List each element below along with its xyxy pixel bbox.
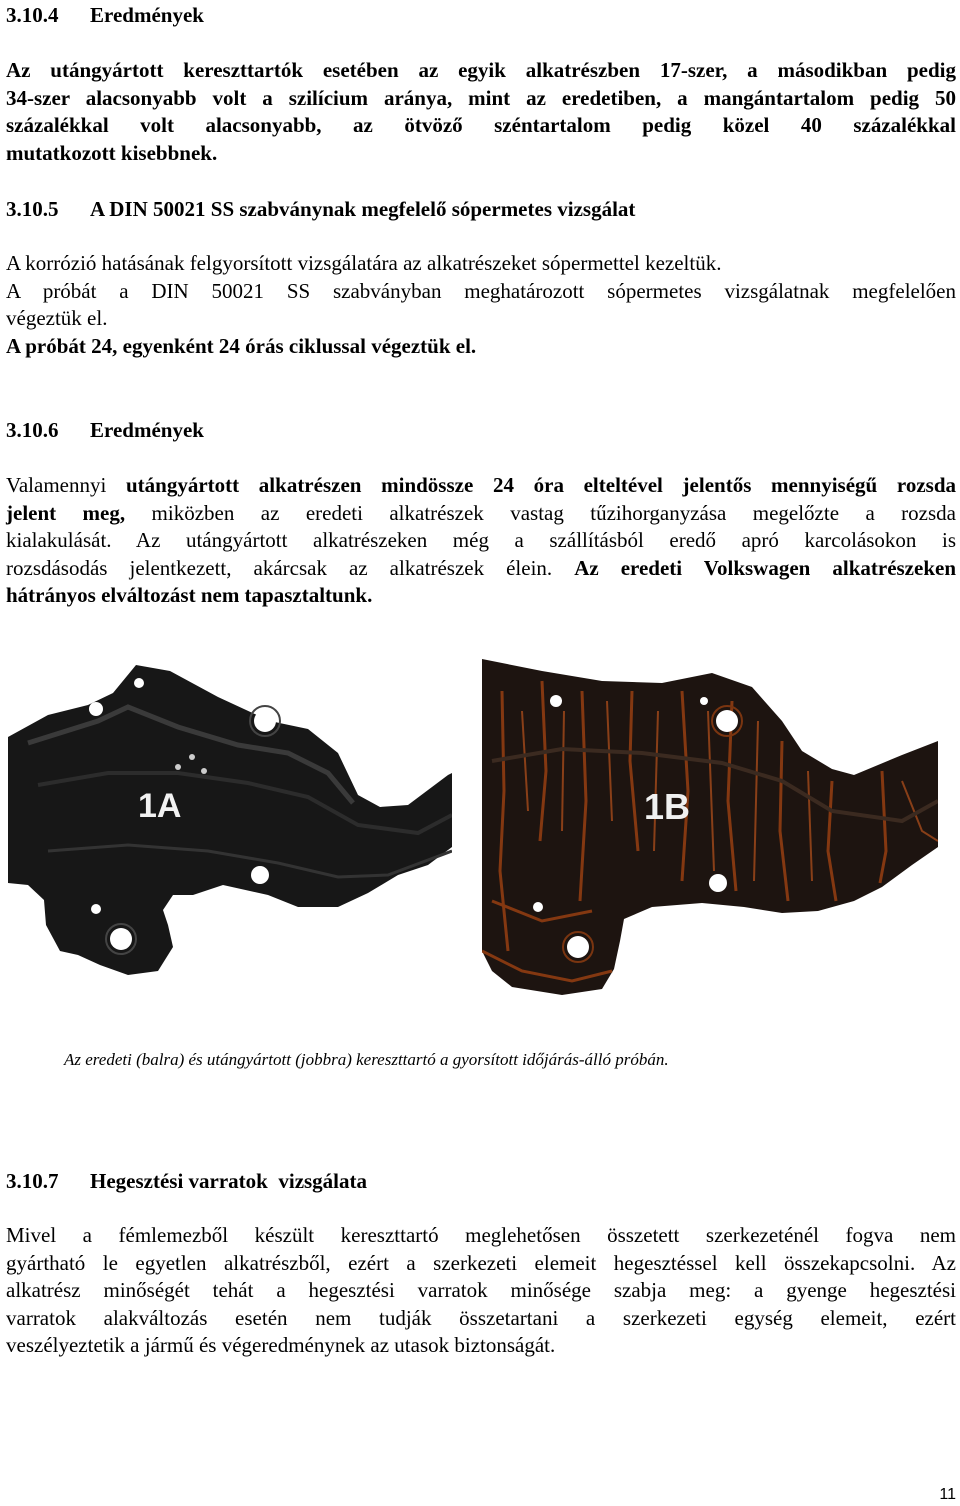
text-line: Az utángyártott kereszttartók esetében az egyik alkatrészben 17-szer, a másodikban pedig — [6, 58, 956, 82]
heading-title: Eredmények — [90, 3, 204, 27]
figure-caption: Az eredeti (balra) és utángyártott (jobbra) kereszttartó a gyorsított időjárás-álló próbán. — [64, 1050, 669, 1069]
heading-3-10-4 — [6, 2, 204, 28]
text-line: hátrányos elváltozást nem tapasztaltunk. — [6, 583, 373, 608]
text-line: varratok alakváltozás esetén nem tudják összetartani a szerkezeti egység elemeit, ezért — [6, 1305, 956, 1330]
text-line — [6, 472, 956, 500]
text-line: végeztük el. — [6, 306, 108, 331]
text-line: alkatrész minőségét tehát a hegesztési varratok minősége szabja meg: a gyenge hegesztési — [6, 1278, 956, 1303]
text-line: A próbát 24, egyenként 24 órás ciklussal végeztük el. — [6, 333, 477, 358]
page-number: 11 — [939, 1486, 956, 1503]
text-run: miközben az eredeti alkatrészek vastag tűzihorganyzása megelőzte a rozsda — [125, 500, 956, 525]
heading-title: Eredmények — [90, 418, 204, 442]
crossmember-1a-image — [8, 655, 452, 981]
text-line: mutatkozott kisebbnek. — [6, 140, 218, 165]
heading-title: Hegesztési varratok vizsgálata — [90, 1169, 368, 1193]
text-line: 34-szer alacsonyabb volt a szilícium aránya, mint az eredetiben, a mangántartalom pedig 50 — [6, 85, 956, 110]
part-label-1b: 1B — [644, 786, 691, 827]
heading-number: 3.10.6 — [6, 418, 59, 442]
paragraph-3-10-7 — [6, 1222, 956, 1360]
text-line: kialakulását. Az utángyártott alkatrészeken még a szállításból eredő apró karcolásokon is — [6, 528, 956, 553]
part-label-1a: 1A — [138, 787, 182, 825]
photo-aftermarket-part — [482, 651, 938, 995]
heading-3-10-5 — [6, 196, 635, 222]
text-line: gyártható le egyetlen alkatrészből, ezért a szerkezeti elemeit hegesztéssel kell összekapcsolni. Az — [6, 1250, 956, 1275]
text-line: százalékkal volt alacsonyabb, az ötvöző széntartalom pedig közel 40 százalékkal — [6, 113, 956, 138]
text-line: Mivel a fémlemezből készült kereszttartó meglehetősen összetett szerkezeténél fogva nem — [6, 1223, 956, 1247]
heading-3-10-6 — [6, 417, 204, 443]
text-run-bold: utángyártott alkatrészen mindössze 24 óra elteltével jelentős mennyiségű rozsda — [125, 473, 956, 497]
photo-original-part — [8, 655, 452, 981]
text-line — [6, 555, 956, 583]
heading-number: 3.10.7 — [6, 1169, 59, 1193]
text-line — [6, 500, 956, 528]
heading-title: A DIN 50021 SS szabványnak megfelelő sópermetes vizsgálat — [90, 197, 636, 221]
heading-number: 3.10.5 — [6, 197, 59, 221]
text-line: A próbát a DIN 50021 SS szabványban meghatározott sópermetes vizsgálatnak megfelelően — [6, 278, 956, 303]
paragraph-3-10-5 — [6, 250, 956, 360]
paragraph-3-10-6 — [6, 472, 956, 610]
text-run-bold: jelent meg, — [6, 500, 126, 525]
heading-number: 3.10.4 — [6, 3, 59, 27]
text-line: A korrózió hatásának felgyorsított vizsgálatára az alkatrészeket sópermettel kezeltük. — [6, 251, 722, 275]
paragraph-3-10-4 — [6, 57, 956, 167]
text-run: Valamennyi — [6, 473, 126, 497]
text-line: veszélyeztetik a jármű és végeredménynek az utasok biztonságát. — [6, 1333, 556, 1358]
heading-3-10-7 — [6, 1168, 367, 1194]
text-run: rozsdásodás jelentkezett, akárcsak az alkatrészek élein. — [6, 555, 575, 580]
crossmember-1b-image — [482, 651, 938, 995]
text-run-bold: Az eredeti Volkswagen alkatrészeken — [574, 555, 957, 580]
